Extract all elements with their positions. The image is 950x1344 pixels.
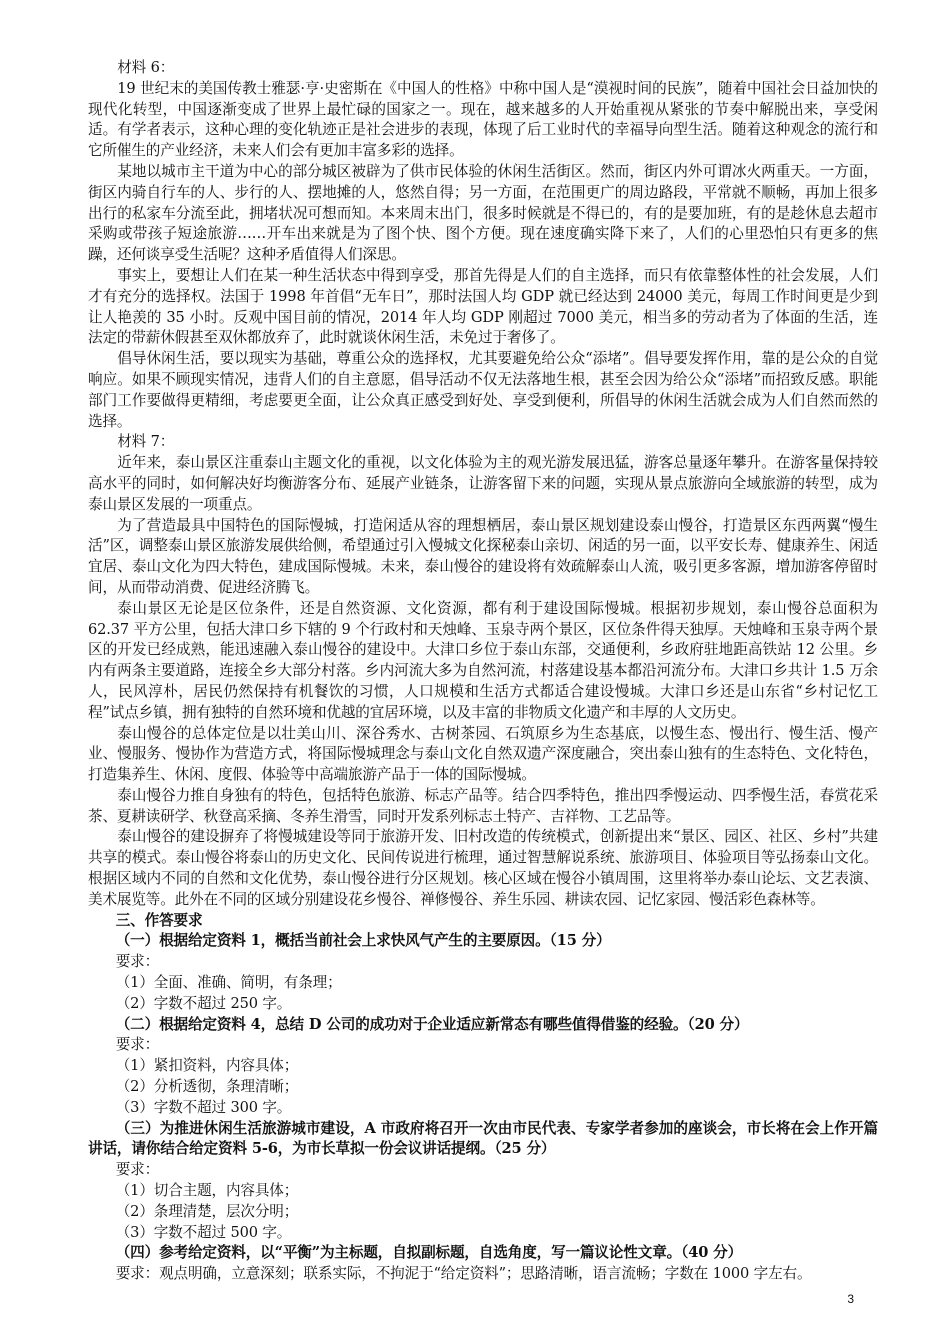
material6-para-1: 19 世纪末的美国传教士雅瑟·亨·史密斯在《中国人的性格》中称中国人是“漠视时间的民族”，随着中国社会日益加快的现代化转型，中国逐渐变成了世界上最忙碌的国家之一。现在，越来越多的人开始重视从紧张的节奏中解脱出来，享受闲适。有学者表示，这种心理的变化轨迹正是社会进步的表现，体现了后工业时代的幸福导向型生活。随着这种观念的流行和它所催生的产业经济，未来人们会有更加丰富多彩的选择。: [88, 79, 878, 160]
question-2-req-item: （1）紧扣资料，内容具体；: [115, 1057, 299, 1075]
material7-para-2: 为了营造最具中国特色的国际慢城，打造闲适从容的理想栖居，泰山景区规划建设泰山慢谷，打造景区东西两翼“慢生活”区，调整泰山景区旅游发展供给侧，希望通过引入慢城文化探秘泰山亲切、闲适的另一面，以平安长寿、健康养生、闲适宜居、泰山文化为四大特色，建成国际慢城。未来，泰山慢谷的建设将有效疏解泰山人流，吸引更多客源，增加游客停留时间，从而带动消费、促进经济腾飞。: [88, 516, 878, 596]
question-4-title: （四）参考给定资料，以“平衡”为主标题，自拟副标题，自选角度，写一篇议论性文章。（40 分）: [115, 1244, 743, 1262]
material6-para-4: 倡导休闲生活，要以现实为基础，尊重公众的选择权，尤其要避免给公众“添堵”。倡导要发挥作用，靠的是公众的自觉响应。如果不顾现实情况，违背人们的自主意愿，倡导活动不仅无法落地生根，甚至会因为给公众“添堵”而招致反感。职能部门工作要做得更精细，考虑要更全面，让公众真正感受到好处、享受到便利，所倡导的休闲生活就会成为人们自然而然的选择。: [88, 350, 878, 430]
question-4-req: 要求：观点明确，立意深刻；联系实际，不拘泥于“给定资料”；思路清晰，语言流畅；字数在 1000 字左右。: [115, 1265, 812, 1283]
question-1-title: （一）根据给定资料 1，概括当前社会上求快风气产生的主要原因。（15 分）: [115, 932, 611, 950]
document-page: [88, 58, 878, 1285]
question-2-req-item: （3）字数不超过 300 字。: [115, 1098, 292, 1116]
question-2-title: （二）根据给定资料 4，总结 D 公司的成功对于企业适应新常态有哪些值得借鉴的经验。（20 分）: [115, 1015, 749, 1033]
question-3-title: （三）为推进休闲生活旅游城市建设，A 市政府将召开一次由市民代表、专家学者参加的座谈会，市长将在会上作开篇讲话，请你结合给定资料 5-6，为市长草拟一份会议讲话提纲。（25 分）: [88, 1119, 878, 1158]
material6-para-2: 某地以城市主干道为中心的部分城区被辟为了供市民体验的休闲生活街区。然而，街区内外可谓冰火两重天。一方面，街区内骑自行车的人、步行的人、摆地摊的人，悠然自得；另一方面，在范围更广的周边路段，平常就不顺畅，再加上很多出行的私家车分流至此，拥堵状况可想而知。本来周末出门，很多时候就是不得已的，有的是要加班，有的是趁休息去超市采购或带孩子短途旅游……开车出来就是为了图个快、图个方便。现在速度确实降下来了，人们的心里恐怕只有更多的焦躁，还何谈享受生活呢？这种矛盾值得人们深思。: [88, 162, 878, 264]
material6-title: 材料 6：: [117, 59, 175, 76]
material7-para-3: 泰山景区无论是区位条件，还是自然资源、文化资源，都有利于建设国际慢城。根据初步规划，泰山慢谷总面积为 62.37 平方公里，包括大津口乡下辖的 9 个行政村和天烛峰、玉泉寺两个景区，区位条件得天独厚。天烛峰和玉泉寺两个景区的开发已经成熟，能迅速融入泰山慢谷的建设中。大津口乡位于泰山东部，交通便利，乡政府驻地距高铁站 12 公里。乡内有两条主要道路，连接全乡大部分村落。乡内河流大多为自然河流，村落建设基本都沿河流分布。大津口乡共计 1.5 万余人，民风淳朴，居民仍然保持有机餐饮的习惯，人口规模和生活方式都适合建设慢城。大津口乡还是山东省“乡村记忆工程”试点乡镇，拥有独特的自然环境和优越的宜居环境，以及丰富的非物质文化遗产和丰厚的人文历史。: [88, 599, 878, 721]
question-2-req-label: 要求：: [115, 1036, 160, 1054]
material7-para-4: 泰山慢谷的总体定位是以壮美山川、深谷秀水、古树茶园、石筑原乡为生态基底，以慢生态、慢出行、慢生活、慢产业、慢服务、慢协作为营造方式，将国际慢城理念与泰山文化自然双遗产深度融合，突出泰山独有的生态特色、文化特色，打造集养生、休闲、度假、体验等中高端旅游产品于一体的国际慢城。: [88, 724, 878, 784]
question-2-req-item: （2）分析透彻，条理清晰；: [115, 1078, 299, 1096]
question-3-req-item: （3）字数不超过 500 字。: [115, 1223, 292, 1241]
page-number: 3: [847, 1292, 854, 1306]
question-3-req-label: 要求：: [115, 1161, 160, 1179]
material7-title: 材料 7：: [117, 433, 175, 451]
question-1-req-item: （2）字数不超过 250 字。: [115, 994, 292, 1012]
material6-para-3: 事实上，要想让人们在某一种生活状态中得到享受，那首先得是人们的自主选择，而只有依靠整体性的社会发展，人们才有充分的选择权。法国于 1998 年首倡“无车日”，那时法国人均 GDP 就已经达到 24000 美元，每周工作时间更是少到让人艳羡的 35 小时。反观中国目前的情况，2014 年人均 GDP 刚超过 7000 美元，相当多的劳动者为了体面的生活，连法定的带薪休假甚至双休都放弃了，此时就谈休闲生活，未免过于奢侈了。: [88, 266, 878, 347]
question-3-req-item: （1）切合主题，内容具体；: [115, 1182, 299, 1200]
material7-para-6: 泰山慢谷的建设摒弃了将慢城建设等同于旅游开发、旧村改造的传统模式，创新提出来“景区、园区、社区、乡村”共建共享的模式。泰山慢谷将泰山的历史文化、民间传说进行梳理，通过智慧解说系统、旅游项目、体验项目等弘扬泰山文化。根据区域内不同的自然和文化优势，泰山慢谷进行分区规划。核心区域在慢谷小镇周围，这里将举办泰山论坛、文艺表演、美术展览等。此外在不同的区域分别建设花乡慢谷、禅修慢谷、养生乐园、耕读农园、记忆家园、慢活彩色森林等。: [88, 828, 878, 908]
material7-para-5: 泰山慢谷力推自身独有的特色，包括特色旅游、标志产品等。结合四季特色，推出四季慢运动、四季慢生活，春赏花采茶、夏耕读研学、秋登高采摘、冬养生滑雪，同时开发系列标志土特产、吉祥物、工艺品等。: [88, 786, 878, 825]
question-1-req-label: 要求：: [115, 953, 160, 971]
question-3-req-item: （2）条理清楚，层次分明；: [115, 1202, 299, 1220]
question-1-req-item: （1）全面、准确、简明，有条理；: [115, 974, 342, 992]
section3-title: 三、作答要求: [115, 911, 203, 929]
material7-para-1: 近年来，泰山景区注重泰山主题文化的重视，以文化体验为主的观光游发展迅猛，游客总量逐年攀升。在游客量保持较高水平的同时，如何解决好均衡游客分布、延展产业链条，让游客留下来的问题，实现从景点旅游向全域旅游的转型，成为泰山景区发展的一项重点。: [88, 454, 878, 513]
